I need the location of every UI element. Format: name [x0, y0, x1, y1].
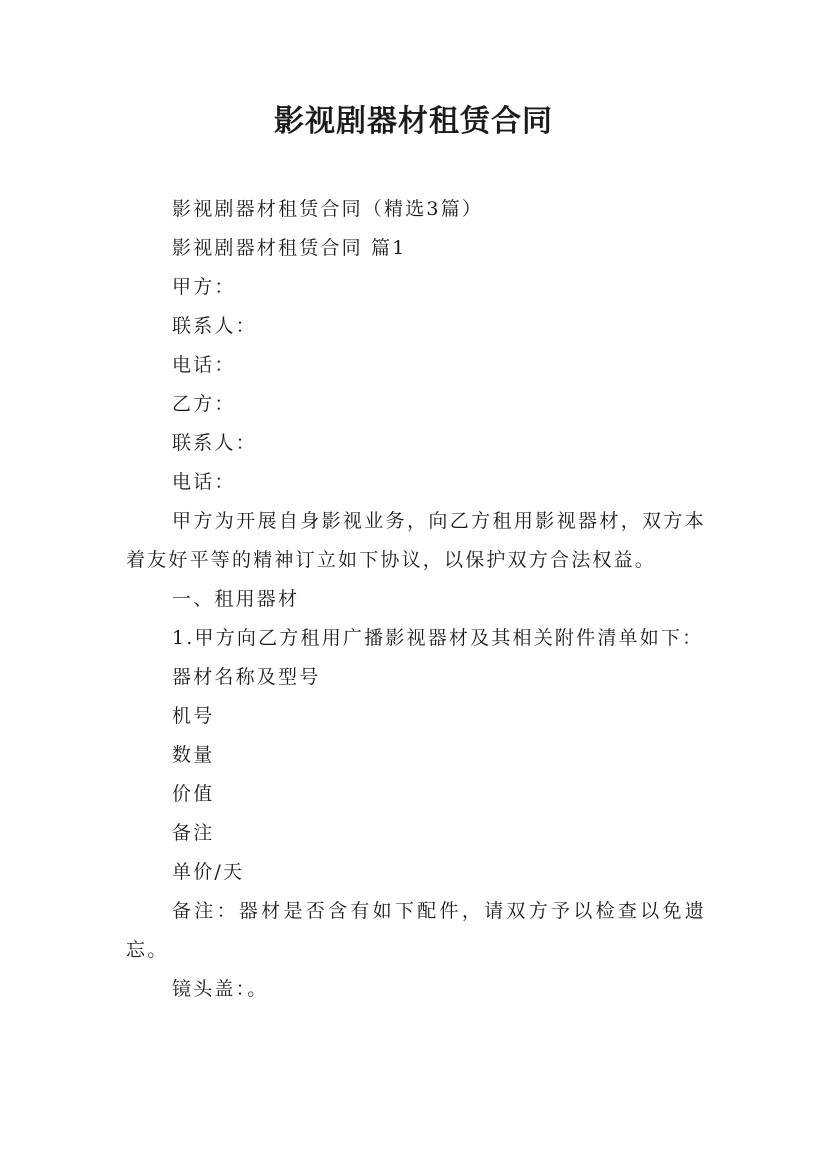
party-a-contact-label: 联系人：: [172, 315, 257, 337]
equipment-field-daily-price: 单价/天: [172, 861, 245, 883]
party-a-label: 甲方：: [172, 276, 236, 298]
party-b-contact-label: 联系人：: [172, 432, 257, 454]
equipment-field-serial: 机号: [172, 705, 215, 727]
section-heading: 影视剧器材租赁合同 篇1: [172, 237, 407, 259]
subtitle-line: 影视剧器材租赁合同（精选3篇）: [172, 198, 484, 220]
lens-cap-line: 镜头盖：。: [172, 978, 269, 1000]
equipment-field-remarks: 备注: [172, 822, 215, 844]
equipment-field-name-model: 器材名称及型号: [172, 666, 321, 688]
equipment-field-quantity: 数量: [172, 744, 215, 766]
document-body: [126, 190, 706, 1009]
party-b-phone-label: 电话：: [172, 471, 236, 493]
remarks-paragraph: 备注：器材是否含有如下配件，请双方予以检查以免遗忘。: [126, 900, 706, 961]
clause-heading-1: 一、租用器材: [172, 588, 300, 610]
clause-1-item-1: 1.甲方向乙方租用广播影视器材及其相关附件清单如下：: [172, 627, 704, 649]
equipment-field-value: 价值: [172, 783, 215, 805]
document-title: 影视剧器材租赁合同: [274, 104, 553, 139]
party-a-phone-label: 电话：: [172, 354, 236, 376]
party-b-label: 乙方：: [172, 393, 236, 415]
intro-paragraph: 甲方为开展自身影视业务，向乙方租用影视器材，双方本着友好平等的精神订立如下协议，以保护双方合法权益。: [126, 510, 706, 571]
